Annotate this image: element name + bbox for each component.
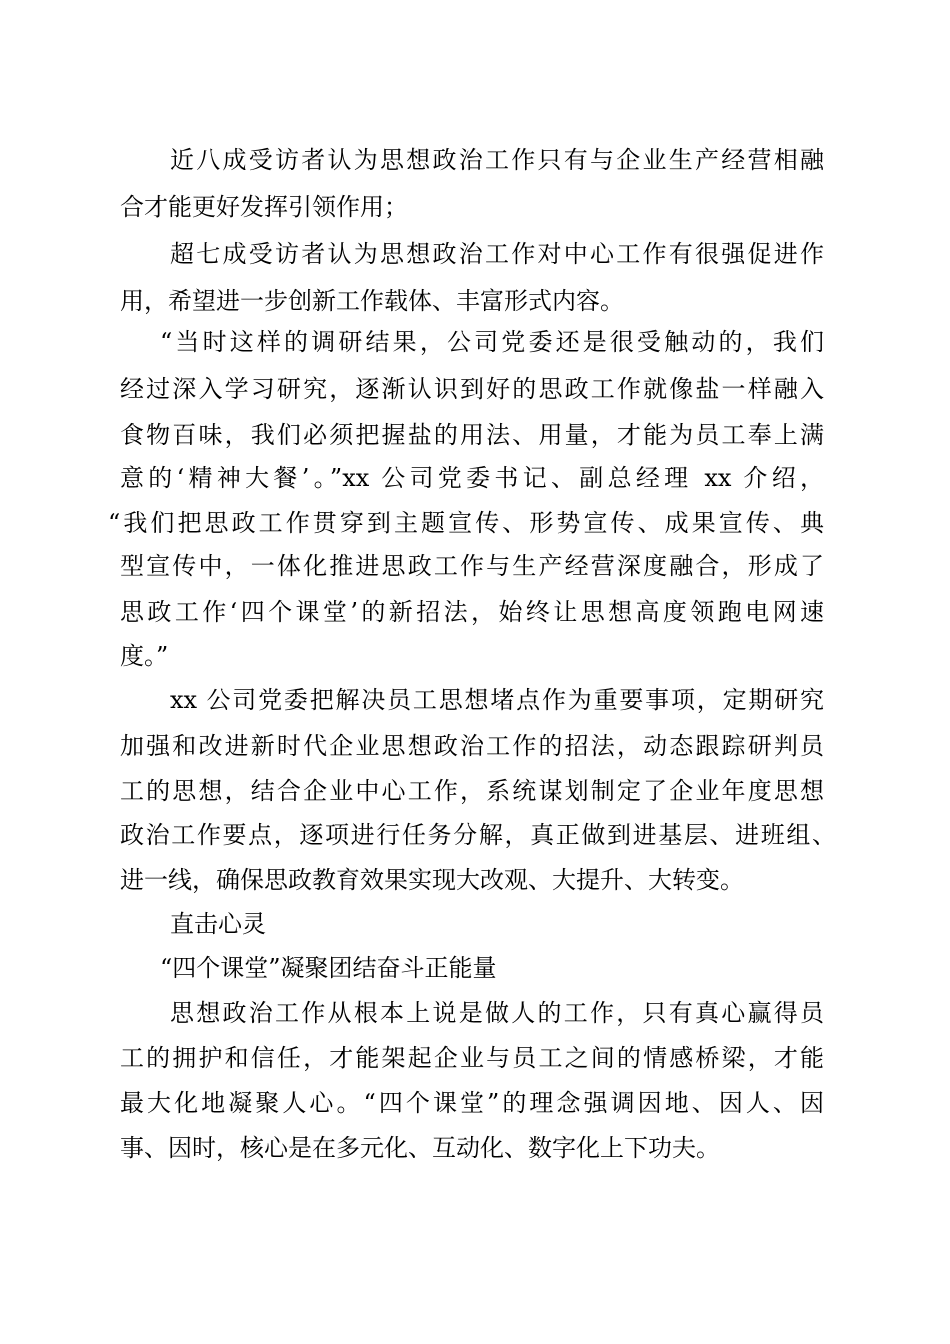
paragraph-3-line-4: 意的‘精神大餐’。”xx 公司党委书记、副总经理 xx 介绍， bbox=[120, 464, 824, 492]
paragraph-4-line-2: 加强和改进新时代企业思想政治工作的招法，动态跟踪研判员 bbox=[120, 732, 824, 760]
paragraph-3-line-2: 经过深入学习研究，逐渐认识到好的思政工作就像盐一样融入 bbox=[120, 375, 824, 403]
paragraph-1-line-2: 合才能更好发挥引领作用； bbox=[120, 193, 408, 221]
section-heading: 直击心灵 bbox=[170, 910, 266, 938]
paragraph-2-line-1: 超七成受访者认为思想政治工作对中心工作有很强促进作 bbox=[170, 240, 824, 268]
paragraph-3-line-3: 食物百味，我们必须把握盐的用法、用量，才能为员工奉上满 bbox=[120, 421, 824, 449]
paragraph-5-line-3: 最大化地凝聚人心。“四个课堂”的理念强调因地、因人、因 bbox=[120, 1089, 824, 1117]
paragraph-4-line-1: xx 公司党委把解决员工思想堵点作为重要事项，定期研究 bbox=[170, 686, 824, 714]
paragraph-4-line-5: 进一线，确保思政教育效果实现大改观、大提升、大转变。 bbox=[120, 866, 744, 894]
paragraph-4-line-3: 工的思想，结合企业中心工作，系统谋划制定了企业年度思想 bbox=[120, 777, 824, 805]
paragraph-2-line-2: 用，希望进一步创新工作载体、丰富形式内容。 bbox=[120, 287, 624, 315]
paragraph-3-line-7: 思政工作‘四个课堂’的新招法，始终让思想高度领跑电网速 bbox=[120, 598, 824, 626]
paragraph-3-line-6: 型宣传中，一体化推进思政工作与生产经营深度融合，形成了 bbox=[120, 552, 824, 580]
paragraph-5-line-1: 思想政治工作从根本上说是做人的工作，只有真心赢得员 bbox=[170, 999, 824, 1027]
paragraph-5-line-4: 事、因时，核心是在多元化、互动化、数字化上下功夫。 bbox=[120, 1134, 720, 1162]
paragraph-5-line-2: 工的拥护和信任，才能架起企业与员工之间的情感桥梁，才能 bbox=[120, 1044, 824, 1072]
paragraph-3-line-8: 度。” bbox=[120, 642, 169, 670]
paragraph-1-line-1: 近八成受访者认为思想政治工作只有与企业生产经营相融 bbox=[170, 146, 824, 174]
paragraph-4-line-4: 政治工作要点，逐项进行任务分解，真正做到进基层、进班组、 bbox=[120, 821, 836, 849]
paragraph-3-line-5: “我们把思政工作贯穿到主题宣传、形势宣传、成果宣传、典 bbox=[108, 509, 824, 537]
paragraph-3-line-1: “当时这样的调研结果，公司党委还是很受触动的，我们 bbox=[160, 328, 824, 356]
section-subheading: “四个课堂”凝聚团结奋斗正能量 bbox=[160, 954, 497, 982]
